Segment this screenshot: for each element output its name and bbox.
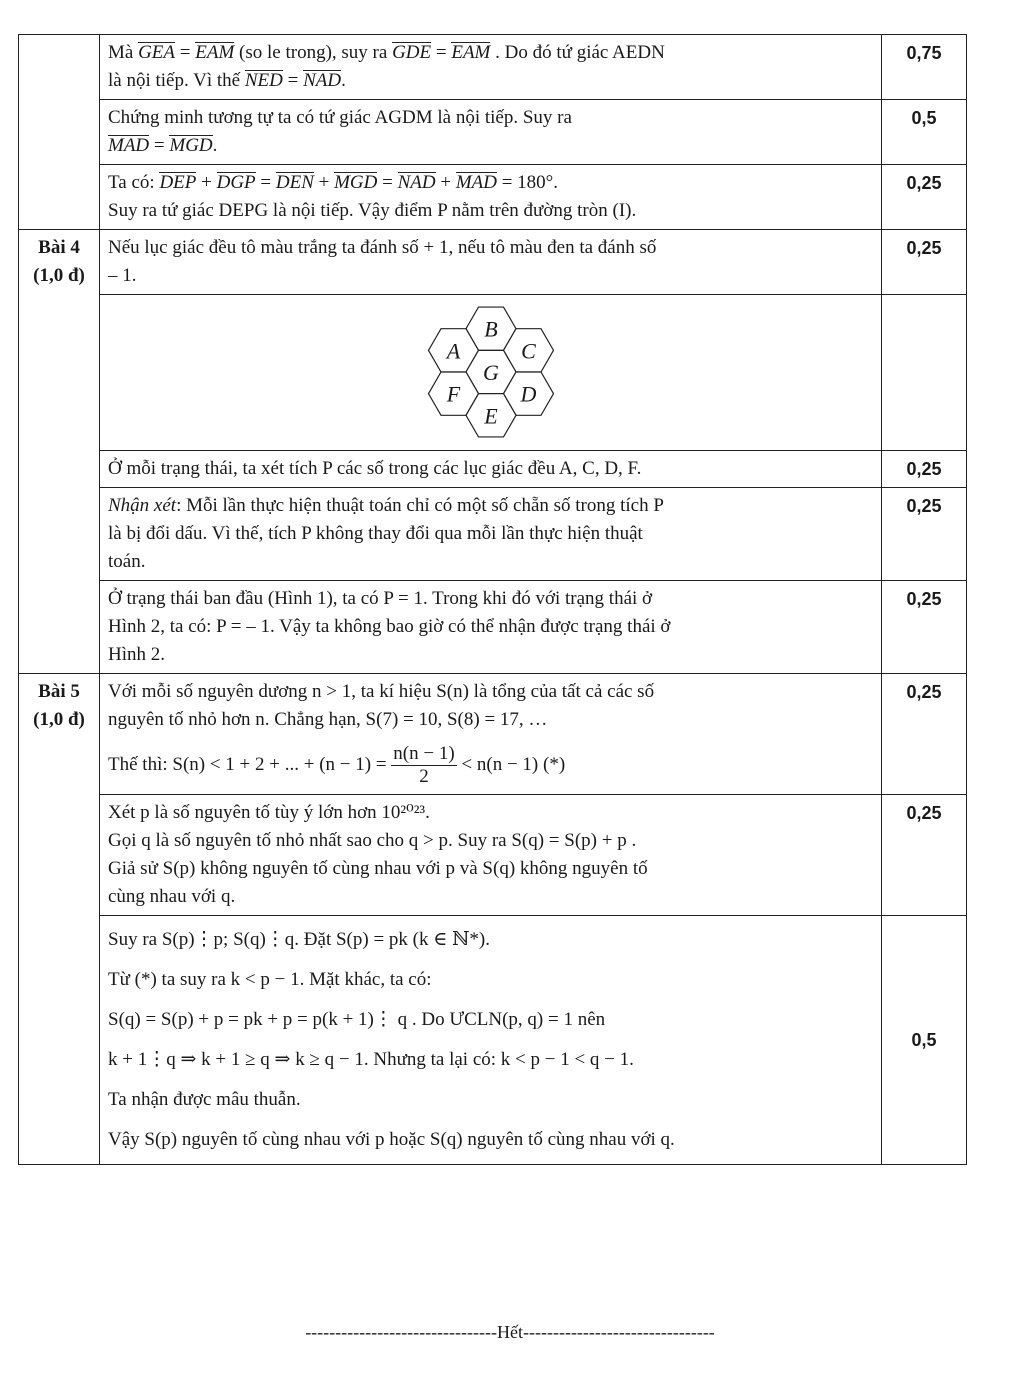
text-line: Ở mỗi trạng thái, ta xét tích P các số trong các lục giác đều A, C, D, F. — [108, 458, 642, 479]
text: + — [435, 172, 456, 193]
text-line: S(q) = S(p) + p = pk + p = p(k + 1)⋮ q . Do ƯCLN(p, q) = 1 nên — [108, 1009, 606, 1030]
text-line: Ta nhận được mâu thuẫn. — [108, 1089, 301, 1110]
score-cell: 0,75 — [882, 35, 967, 100]
hexagon-label-b: B — [483, 316, 498, 342]
text: . — [341, 70, 346, 91]
text: Ta có: — [108, 172, 160, 193]
text-line — [108, 492, 873, 520]
angle: MAD — [108, 135, 150, 156]
score-cell: 0,25 — [882, 451, 967, 488]
score-cell: 0,25 — [882, 488, 967, 581]
section-points: (1,0 đ) — [33, 709, 85, 730]
angle: MAD — [455, 172, 497, 193]
footer-end-mark: --------------------------------Hết-------------------------------- — [305, 1322, 715, 1342]
content-cell — [100, 165, 882, 230]
text: = — [282, 70, 304, 91]
text-line: là bị đổi dấu. Vì thế, tích P không thay đổi qua mỗi lần thực hiện thuật — [108, 523, 643, 544]
table-row — [19, 795, 967, 916]
answer-table — [18, 34, 967, 1165]
content-cell — [100, 581, 882, 674]
angle: GEA — [138, 42, 176, 63]
text: : Mỗi lần thực hiện thuật toán chỉ có một số chẵn số trong tích P — [176, 495, 664, 516]
table-row — [19, 488, 967, 581]
angle: MGD — [334, 172, 378, 193]
table-row — [19, 674, 967, 795]
section-cell-empty — [19, 35, 100, 230]
text: = — [149, 135, 170, 156]
angle: GDE — [392, 42, 432, 63]
content-cell — [100, 488, 882, 581]
table-row — [19, 295, 967, 451]
text: Thế thì: S(n) < 1 + 2 + ... + (n − 1) = — [108, 754, 392, 775]
score-cell: 0,5 — [882, 916, 967, 1165]
table-row — [19, 916, 967, 1165]
text: Mà — [108, 42, 139, 63]
remark-label: Nhận xét — [108, 495, 177, 516]
text-line: toán. — [108, 551, 146, 572]
angle: DGP — [216, 172, 256, 193]
text-line: Vậy S(p) nguyên tố cùng nhau với p hoặc S(q) nguyên tố cùng nhau với q. — [108, 1129, 675, 1150]
content-cell — [100, 674, 882, 795]
text-line: cùng nhau với q. — [108, 886, 236, 907]
score-cell-empty — [882, 295, 967, 451]
text: < n(n − 1) (*) — [456, 754, 566, 775]
table-row — [19, 581, 967, 674]
text-line: Từ (*) ta suy ra k < p − 1. Mặt khác, ta có: — [108, 969, 432, 990]
text-line: Xét p là số nguyên tố tùy ý lớn hơn 10²⁰²³. — [108, 802, 430, 823]
text-line — [108, 132, 873, 160]
fraction-denominator: 2 — [419, 766, 429, 788]
table-row — [19, 165, 967, 230]
text-line — [108, 39, 873, 67]
text: = — [255, 172, 276, 193]
fraction — [391, 743, 456, 788]
content-cell — [100, 35, 882, 100]
score-cell: 0,5 — [882, 100, 967, 165]
text: = 180°. — [496, 172, 559, 193]
table-row — [19, 451, 967, 488]
angle: NAD — [303, 70, 342, 91]
text-line — [108, 740, 873, 790]
score-cell: 0,25 — [882, 230, 967, 295]
text: + — [313, 172, 335, 193]
text: + — [196, 172, 217, 193]
hexagon-label-e: E — [483, 403, 498, 429]
score-cell: 0,25 — [882, 674, 967, 795]
section-title: Bài 5 — [38, 681, 80, 702]
section-label-bai5 — [19, 674, 100, 1165]
text-line — [108, 169, 873, 197]
text-line — [108, 67, 873, 95]
text-line: nguyên tố nhỏ hơn n. Chẳng hạn, S(7) = 10, S(8) = 17, … — [108, 709, 548, 730]
hexagon-figure-cell — [100, 295, 882, 451]
angle: NAD — [397, 172, 436, 193]
table-row — [19, 230, 967, 295]
section-points: (1,0 đ) — [33, 265, 85, 286]
text-line: Hình 2. — [108, 644, 165, 665]
angle: EAM — [451, 42, 491, 63]
angle: DEP — [159, 172, 197, 193]
text: . Do đó tứ giác AEDN — [490, 42, 665, 63]
score-cell: 0,25 — [882, 795, 967, 916]
text-line: Hình 2, ta có: P = – 1. Vậy ta không bao giờ có thể nhận được trạng thái ở — [108, 616, 671, 637]
angle: DEN — [275, 172, 314, 193]
score-cell: 0,25 — [882, 165, 967, 230]
hexagon-label-g: G — [482, 360, 499, 385]
hexagon-figure — [411, 295, 571, 450]
text-line: Suy ra S(p)⋮p; S(q)⋮q. Đặt S(p) = pk (k ∈ ℕ*). — [108, 929, 491, 950]
angle: EAM — [195, 42, 235, 63]
angle: NED — [244, 70, 283, 91]
content-cell — [100, 451, 882, 488]
text-line: Ở trạng thái ban đầu (Hình 1), ta có P = 1. Trong khi đó với trạng thái ở — [108, 588, 653, 609]
text-line: Gọi q là số nguyên tố nhỏ nhất sao cho q > p. Suy ra S(q) = S(p) + p . — [108, 830, 637, 851]
section-title: Bài 4 — [38, 237, 80, 258]
content-cell — [100, 230, 882, 295]
text: (so le trong), suy ra — [234, 42, 393, 63]
score-cell: 0,25 — [882, 581, 967, 674]
content-cell — [100, 795, 882, 916]
angle: MGD — [169, 135, 213, 156]
fraction-numerator: n(n − 1) — [393, 743, 455, 765]
hexagon-label-a: A — [446, 338, 460, 364]
text-line: Giả sử S(p) không nguyên tố cùng nhau với p và S(q) không nguyên tố — [108, 858, 648, 879]
text-line: k + 1⋮q ⇒ k + 1 ≥ q ⇒ k ≥ q − 1. Nhưng ta lại có: k < p − 1 < q − 1. — [108, 1049, 634, 1070]
text: = — [175, 42, 196, 63]
text-line: Nếu lục giác đều tô màu trắng ta đánh số + 1, nếu tô màu đen ta đánh số — [108, 237, 657, 258]
hexagon-label-c: C — [520, 338, 536, 364]
table-row — [19, 100, 967, 165]
text: là nội tiếp. Vì thế — [108, 70, 245, 91]
text-line: Suy ra tứ giác DEPG là nội tiếp. Vậy điểm P nằm trên đường tròn (I). — [108, 200, 637, 221]
text: = — [431, 42, 452, 63]
text-line: Với mỗi số nguyên dương n > 1, ta kí hiệu S(n) là tổng của tất cả các số — [108, 681, 655, 702]
text-line: Chứng minh tương tự ta có tứ giác AGDM là nội tiếp. Suy ra — [108, 107, 572, 128]
content-cell — [100, 100, 882, 165]
content-cell — [100, 916, 882, 1165]
section-label-bai4 — [19, 230, 100, 674]
text: . — [212, 135, 218, 156]
table-row — [19, 35, 967, 100]
text-line: – 1. — [108, 265, 137, 286]
hexagon-label-f: F — [446, 381, 460, 407]
hexagon-label-d: D — [520, 381, 536, 407]
text: = — [377, 172, 398, 193]
